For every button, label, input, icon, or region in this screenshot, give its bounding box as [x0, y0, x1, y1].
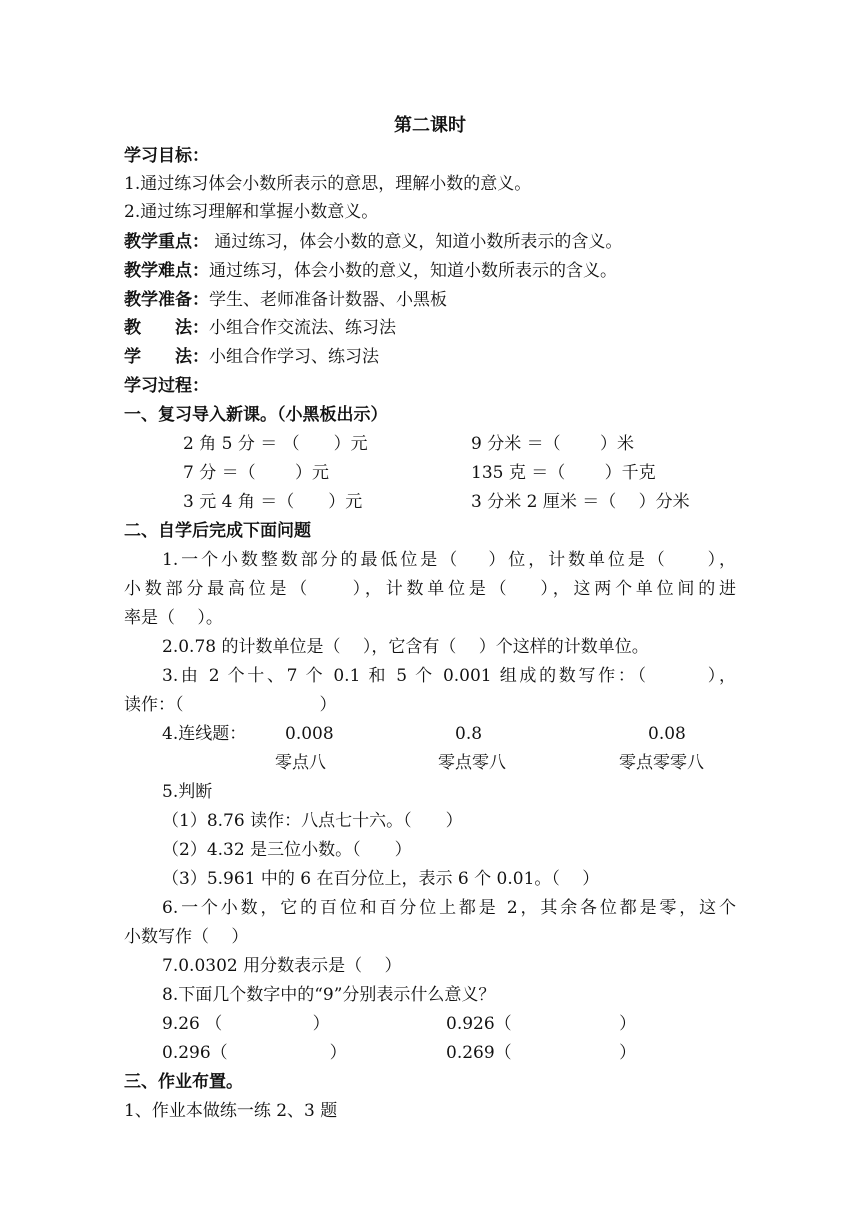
- question-6-line: 小数写作（ ）: [124, 927, 249, 947]
- section3-heading: 三、作业布置。: [124, 1072, 243, 1092]
- process-heading: 学习过程：: [124, 376, 209, 396]
- meaning-item: 0.296（ ）: [162, 1043, 347, 1063]
- difficulty-line: [124, 259, 617, 283]
- key-point-text: 通过练习，体会小数的意义，知道小数所表示的含义。: [209, 232, 623, 252]
- question-7: 7.0.0302 用分数表示是（ ）: [162, 956, 402, 976]
- page-title: 第二课时: [394, 115, 466, 136]
- matching-reading: 零点八: [275, 753, 326, 773]
- question-1-line: 率是（ ）。: [124, 608, 223, 628]
- question-8: 8.下面几个数字中的“9”分别表示什么意义？: [162, 985, 496, 1005]
- meaning-item: 0.926（ ）: [446, 1014, 637, 1034]
- matching-reading: 零点零八: [438, 753, 506, 773]
- review-item-left: 7 分 ＝（ ）元: [183, 463, 330, 483]
- learn-method-text: 小组合作学习、练习法: [209, 347, 379, 367]
- objective-item: 2.通过练习理解和掌握小数意义。: [124, 202, 379, 222]
- key-point-line: [124, 230, 622, 254]
- matching-number: 0.8: [455, 724, 483, 744]
- matching-reading: 零点零零八: [619, 753, 704, 773]
- question-3-line: 读作：（ ）: [124, 695, 337, 715]
- teach-method-line: [124, 316, 396, 340]
- question-2: 2.0.78 的计数单位是（ ），它含有（ ）个这样的计数单位。: [162, 637, 649, 657]
- question-3-line: 3.由 2 个十、7 个 0.1 和 5 个 0.001 组成的数写作：（ ），: [162, 666, 736, 686]
- review-item-left: 2 角 5 分 ＝ （ ）元: [183, 434, 368, 454]
- question-1-line: 小数部分最高位是（ ），计数单位是（ ），这两个单位间的进: [124, 579, 736, 599]
- teach-method-label: 教 法：: [124, 318, 209, 338]
- preparation-label: 教学准备：: [124, 290, 209, 310]
- learn-method-label: 学 法：: [124, 347, 209, 367]
- preparation-text: 学生、老师准备计数器、小黑板: [209, 290, 447, 310]
- question-5-label: 5.判断: [162, 782, 213, 802]
- review-item-right: 135 克 ＝（ ）千克: [471, 463, 656, 483]
- meaning-item: 9.26 （ ）: [162, 1014, 330, 1034]
- judgement-item: （3）5.961 中的 6 在百分位上，表示 6 个 0.01。（ ）: [162, 869, 600, 889]
- section1-heading: 一、复习导入新课。（小黑板出示）: [124, 405, 388, 425]
- matching-number: 0.08: [648, 724, 686, 744]
- difficulty-text: 通过练习，体会小数的意义，知道小数所表示的含义。: [209, 261, 617, 281]
- judgement-item: （1）8.76 读作：八点七十六。（ ）: [162, 811, 463, 831]
- learn-method-line: [124, 345, 379, 369]
- question-4-label: 4.连线题：: [162, 724, 247, 744]
- question-1-line: 1.一个小数整数部分的最低位是（ ）位，计数单位是（ ），: [162, 550, 736, 570]
- meaning-item: 0.269（ ）: [446, 1043, 637, 1063]
- question-6-line: 6.一个小数，它的百位和百分位上都是 2，其余各位都是零，这个: [162, 898, 736, 918]
- review-item-right: 9 分米 ＝（ ）米: [471, 434, 635, 454]
- objectives-heading: 学习目标：: [124, 146, 209, 166]
- judgement-item: （2）4.32 是三位小数。（ ）: [162, 840, 412, 860]
- review-item-left: 3 元 4 角 ＝（ ）元: [183, 492, 363, 512]
- section2-heading: 二、自学后完成下面问题: [124, 521, 311, 541]
- key-point-label: 教学重点：: [124, 232, 209, 252]
- review-item-right: 3 分米 2 厘米 ＝（ ）分米: [471, 492, 690, 512]
- homework-item: 1、作业本做练一练 2、3 题: [124, 1101, 338, 1121]
- matching-number: 0.008: [285, 724, 334, 744]
- difficulty-label: 教学难点：: [124, 261, 209, 281]
- teach-method-text: 小组合作交流法、练习法: [209, 318, 396, 338]
- objective-item: 1.通过练习体会小数所表示的意思，理解小数的意义。: [124, 174, 532, 194]
- preparation-line: [124, 288, 447, 312]
